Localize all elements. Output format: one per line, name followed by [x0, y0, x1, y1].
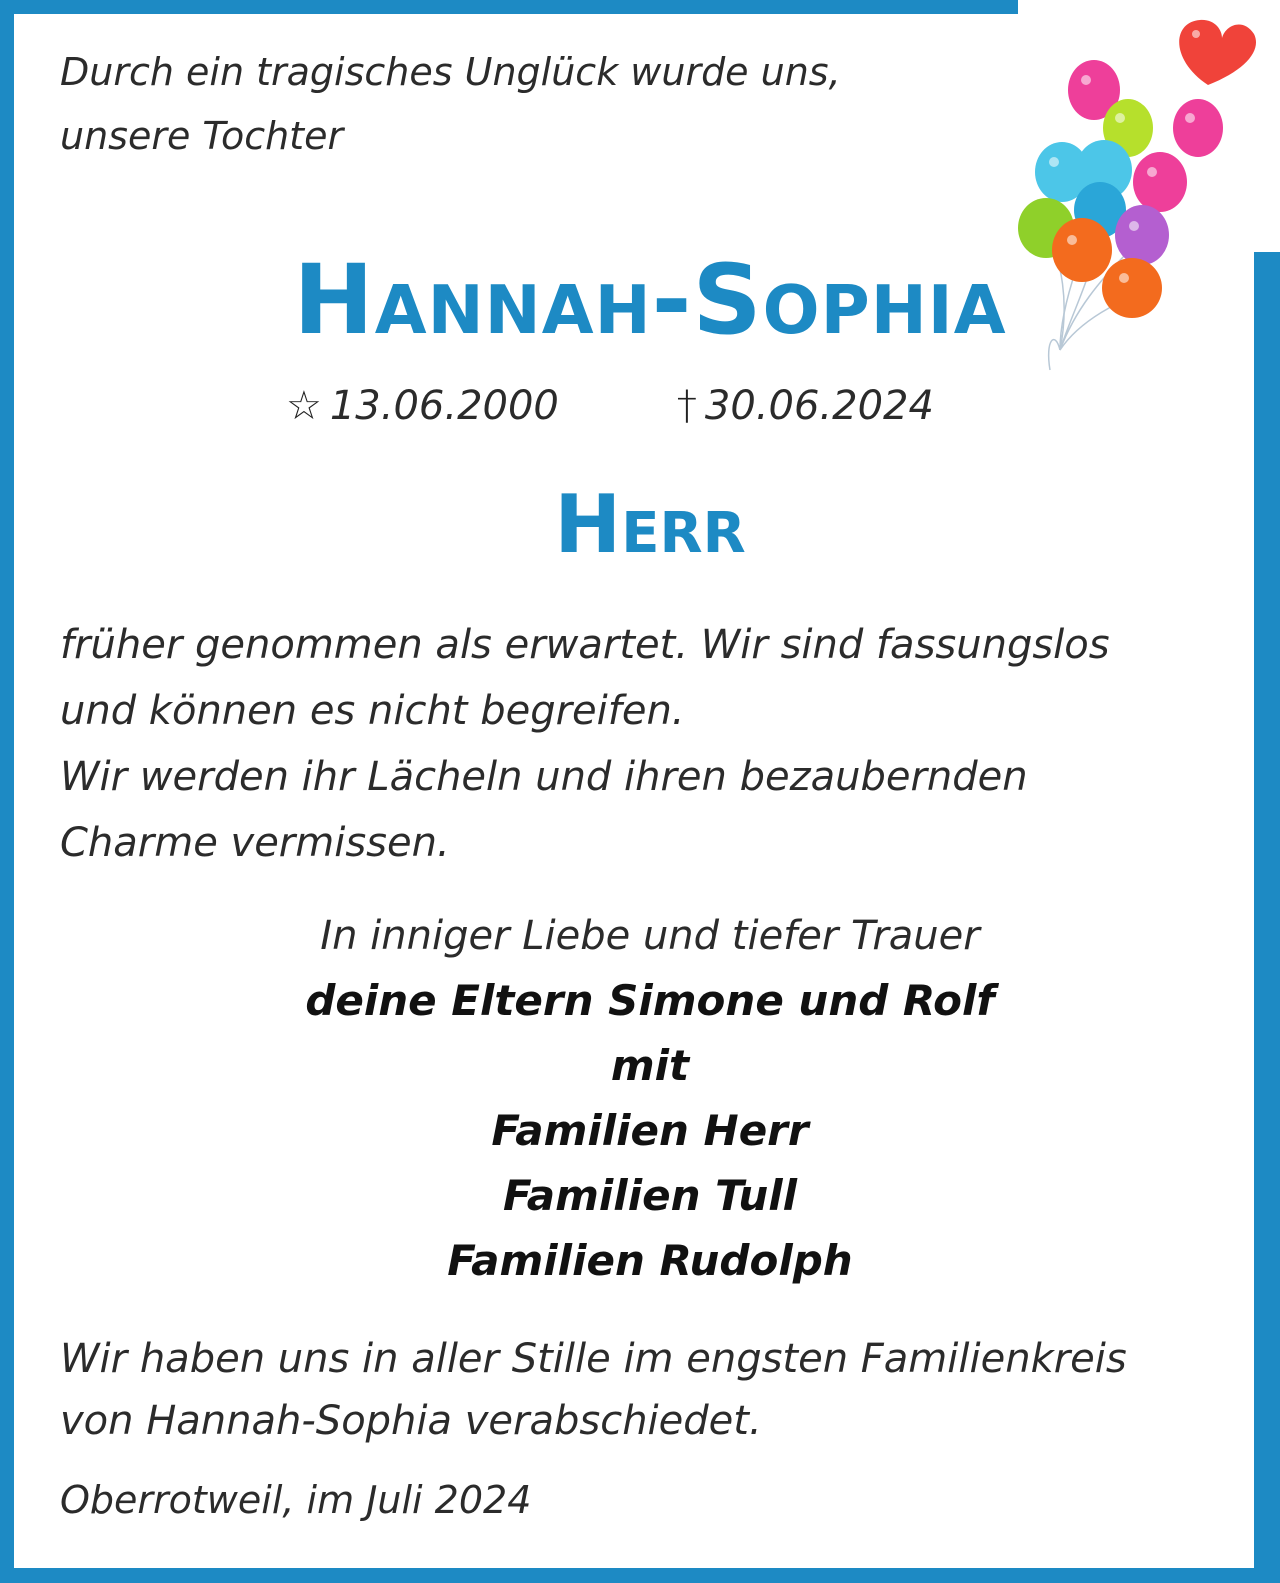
closing-line: In inniger Liebe und tiefer Trauer [320, 913, 980, 959]
family-line: Familien Herr [491, 1106, 809, 1155]
birth-date: 13.06.2000 [329, 383, 559, 429]
frame-top-border [0, 0, 1018, 14]
intro-text [60, 40, 841, 168]
frame-left-border [0, 0, 14, 1583]
life-dates [286, 378, 934, 434]
frame-bottom-border [0, 1568, 1280, 1583]
death-date: 30.06.2024 [704, 383, 934, 429]
family-line: Familien Tull [502, 1171, 798, 1220]
farewell-text [60, 1328, 1127, 1452]
intro-line: Durch ein tragisches Unglück wurde uns, [60, 50, 841, 94]
family-line: Familien Rudolph [447, 1236, 853, 1285]
body-line: früher genommen als erwartet. Wir sind fassungslos [60, 622, 1110, 668]
deceased-name: Hannah-Sophia [293, 244, 1007, 356]
place-date: Oberrotweil, im Juli 2024 [60, 1478, 532, 1522]
body-line: Wir werden ihr Lächeln und ihren bezaubernden [60, 754, 1028, 800]
farewell-line: von Hannah-Sophia verabschiedet. [60, 1398, 762, 1444]
family-line: mit [610, 1041, 690, 1090]
farewell-line: Wir haben uns in aller Stille im engsten Familienkreis [60, 1336, 1127, 1382]
intro-line: unsere Tochter [60, 114, 344, 158]
deceased-surname: Herr [554, 478, 746, 571]
family-list [0, 968, 1280, 1293]
body-text [60, 612, 1110, 876]
star-icon: ☆ [286, 383, 322, 429]
body-line: und können es nicht begreifen. [60, 688, 685, 734]
family-line: deine Eltern Simone und Rolf [305, 976, 995, 1025]
body-line: Charme vermissen. [60, 820, 450, 866]
cross-icon: † [676, 383, 697, 429]
